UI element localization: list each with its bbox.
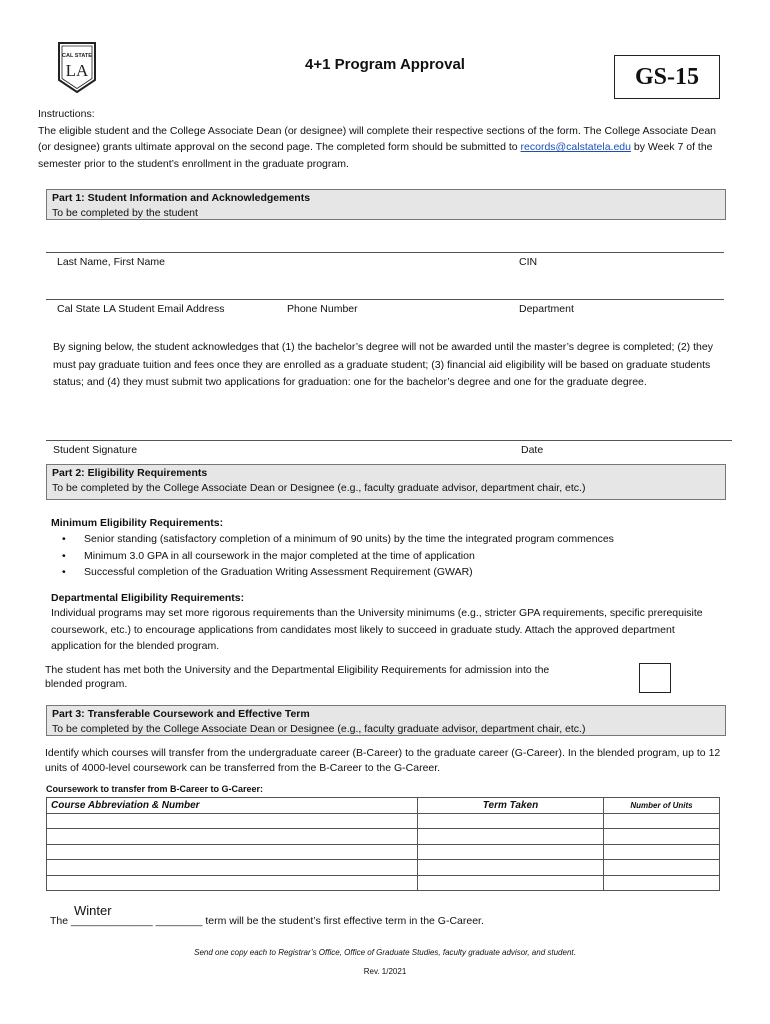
logo-text-main: LA <box>65 61 89 80</box>
signature-line[interactable] <box>46 440 732 441</box>
table-row <box>47 860 720 876</box>
signature-label: Student Signature <box>53 444 138 456</box>
part2-header <box>46 464 726 500</box>
term-cell[interactable] <box>418 860 604 876</box>
term-cell[interactable] <box>418 813 604 829</box>
term-blank: ______________ ________ <box>71 915 203 927</box>
name-cin-line[interactable] <box>46 252 724 253</box>
units-cell[interactable] <box>604 813 720 829</box>
column-header-term: Term Taken <box>418 798 604 814</box>
acknowledgement-text: By signing below, the student acknowledges that (1) the bachelor’s degree will not be awarded until the master’s degree is completed; (2) they must pay graduate tuition and fees once they are enrolled as a graduate student; (3) financial aid eligibility will be based on graduate students status; and (4) they must submit two applications for graduation: one for the bachelor’s degree and one for the graduate degree. <box>53 341 713 388</box>
distribution-note: Send one copy each to Registrar’s Office, Office of Graduate Studies, faculty graduate advisor, and student. <box>194 948 576 957</box>
course-cell[interactable] <box>47 813 418 829</box>
table-row <box>47 813 720 829</box>
term-cell[interactable] <box>418 829 604 845</box>
instructions-text: The eligible student and the College Associate Dean (or designee) will complete their respective sections of the form. The College Associate Dean (or designee) grants ultimate approval on the second page. The completed form should be submitted to records@calstatela.edu by Week 7 of the semester prior to the student’s enrollment in the graduate program. <box>38 124 717 170</box>
course-cell[interactable] <box>47 829 418 845</box>
column-header-units: Number of Units <box>604 798 720 814</box>
form-title: 4+1 Program Approval <box>305 56 465 73</box>
name-label: Last Name, First Name <box>57 256 165 268</box>
email-label: Cal State LA Student Email Address <box>57 303 225 315</box>
dept-requirements-heading: Departmental Eligibility Requirements: <box>51 592 245 604</box>
course-cell[interactable] <box>47 875 418 891</box>
part2-subheading: To be completed by the College Associate Dean or Designee (e.g., faculty graduate advisor, department chair, etc.) <box>52 482 586 494</box>
list-item: • Senior standing (satisfactory completion of a minimum of 90 units) by the time the integrated program commences <box>50 531 720 548</box>
term-cell[interactable] <box>418 844 604 860</box>
part3-header <box>46 705 726 736</box>
coursework-table <box>46 797 720 891</box>
table-row <box>47 875 720 891</box>
units-cell[interactable] <box>604 829 720 845</box>
effective-term-sentence <box>50 913 484 930</box>
phone-label: Phone Number <box>287 303 358 315</box>
part1-heading: Part 1: Student Information and Acknowledgements <box>52 192 311 204</box>
logo-text-top: CAL STATE <box>62 53 92 59</box>
term-cell[interactable] <box>418 875 604 891</box>
eligibility-checkbox[interactable] <box>639 663 671 693</box>
department-label: Department <box>519 303 574 315</box>
form-code-box: GS-15 <box>614 55 720 99</box>
term-prefix: The <box>50 915 69 927</box>
transfer-instructions: Identify which courses will transfer from the undergraduate career (B-Career) to the graduate career (G-Career). In the blended program, up to 12 units of 4000-level coursework can be transferred from the B-Career to the G-Career. <box>45 747 721 774</box>
units-cell[interactable] <box>604 844 720 860</box>
table-row <box>47 829 720 845</box>
list-item: • Successful completion of the Graduation Writing Assessment Requirement (GWAR) <box>50 564 720 581</box>
part2-heading: Part 2: Eligibility Requirements <box>52 467 208 479</box>
course-cell[interactable] <box>47 860 418 876</box>
coursework-table-caption: Coursework to transfer from B-Career to G-Career: <box>46 784 264 794</box>
effective-term-value[interactable]: Winter <box>74 903 112 918</box>
part3-subheading: To be completed by the College Associate Dean or Designee (e.g., faculty graduate advisor, department chair, etc.) <box>52 723 586 735</box>
instructions-block <box>38 106 718 172</box>
dept-requirements-text: Individual programs may set more rigorous requirements than the University minimums (e.g., stricter GPA requirements, specific prerequisite coursework, etc.) to encourage applications from candidates most likely to succeed in graduate study. Attach the approved department application for the blended program. <box>51 607 703 652</box>
part3-heading: Part 3: Transferable Coursework and Effective Term <box>52 708 310 720</box>
revision-label: Rev. 1/2021 <box>363 967 407 976</box>
column-header-course: Course Abbreviation & Number <box>47 798 418 814</box>
instructions-label: Instructions: <box>38 108 95 120</box>
part1-subheading: To be completed by the student <box>52 207 198 219</box>
table-header-row <box>47 798 720 814</box>
records-email-link[interactable]: records@calstatela.edu <box>520 141 631 153</box>
course-cell[interactable] <box>47 844 418 860</box>
eligibility-confirmation: The student has met both the University and the Departmental Eligibility Requirements for admission into the blended program. <box>45 664 550 690</box>
list-item: • Minimum 3.0 GPA in all coursework in the major completed at the time of application <box>50 548 720 565</box>
part1-header <box>46 189 726 220</box>
cin-label: CIN <box>519 256 538 268</box>
min-requirements-heading: Minimum Eligibility Requirements: <box>51 517 224 529</box>
units-cell[interactable] <box>604 875 720 891</box>
min-requirements-list <box>50 531 720 581</box>
table-row <box>47 844 720 860</box>
units-cell[interactable] <box>604 860 720 876</box>
date-label: Date <box>521 444 544 456</box>
email-phone-dept-line[interactable] <box>46 299 724 300</box>
term-suffix: term will be the student’s first effective term in the G-Career. <box>205 915 484 927</box>
